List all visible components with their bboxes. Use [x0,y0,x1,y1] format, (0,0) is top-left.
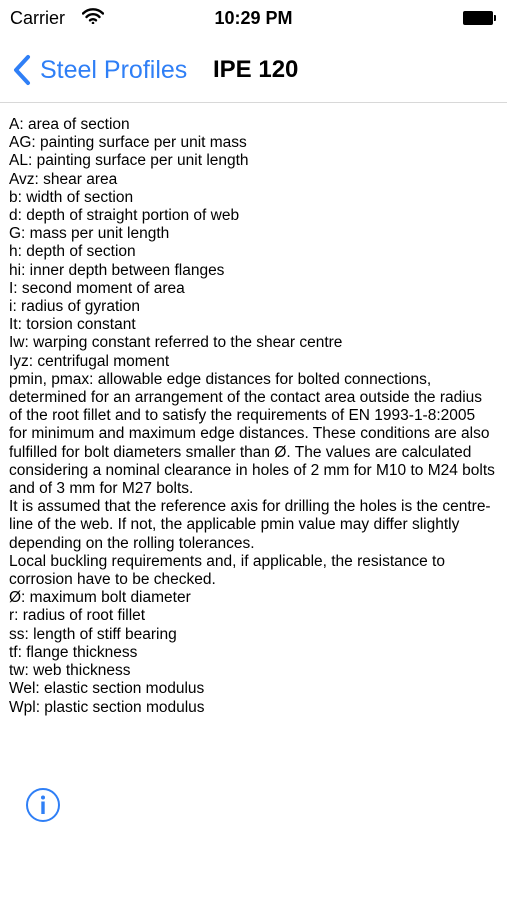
legend-line: Avz: shear area [9,170,118,188]
legend-text [9,116,501,717]
legend-line: b: width of section [9,188,134,206]
battery-icon [463,11,495,25]
legend-line: corrosion have to be checked. [9,571,216,589]
legend-line: A: area of section [9,116,130,133]
legend-line: depending on the rolling tolerances. [9,534,255,552]
legend-line: of the root fillet and to satisfy the requirements of EN 1993-1-8:2005 [9,407,476,425]
legend-line: It is assumed that the reference axis for drilling the holes is the centre- [9,498,491,516]
legend-line: I: second moment of area [9,279,185,297]
legend-line: determined for an arrangement of the contact area outside the radius [9,389,483,407]
clock: 10:29 PM [214,8,293,28]
legend-line: for minimum and maximum edge distances. These conditions are also [9,425,490,443]
legend-line: tf: flange thickness [9,643,138,661]
legend-line: pmin, pmax: allowable edge distances for bolted connections, [9,370,432,388]
legend-line: tw: web thickness [9,662,131,680]
legend-line: considering a nominal clearance in holes of 2 mm for M10 to M24 bolts [9,461,495,479]
legend-line: and of 3 mm for M27 bolts. [9,480,194,498]
page-title: IPE 120 [213,56,299,83]
legend-line: It: torsion constant [9,316,136,334]
legend-line: Local buckling requirements and, if applicable, the resistance to [9,552,445,570]
legend-line: line of the web. If not, the applicable pmin value may differ slightly [9,516,460,534]
legend-line: hi: inner depth between flanges [9,261,225,279]
legend-line: fulfilled for bolt diameters smaller than Ø. The values are calculated [9,443,472,461]
legend-line: r: radius of root fillet [9,607,146,625]
legend-line: G: mass per unit length [9,225,170,243]
legend-line: Iw: warping constant referred to the shear centre [9,334,343,352]
chevron-left-icon [12,54,32,86]
back-button[interactable] [12,52,187,88]
legend-line: Ø: maximum bolt diameter [9,589,191,607]
legend-line: AG: painting surface per unit mass [9,134,247,152]
legend-line: i: radius of gyration [9,298,140,316]
back-button-label: Steel Profiles [40,55,188,84]
legend-line: ss: length of stiff bearing [9,625,177,643]
navigation-bar [0,40,507,103]
info-circle-icon[interactable] [25,787,61,823]
carrier-label: Carrier [10,8,66,28]
legend-line: Wpl: plastic section modulus [9,698,205,716]
legend-line: d: depth of straight portion of web [9,207,240,225]
legend-line: Wel: elastic section modulus [9,680,205,698]
legend-line: h: depth of section [9,243,136,261]
status-bar [0,0,507,36]
legend-line: Iyz: centrifugal moment [9,352,170,370]
legend-line: AL: painting surface per unit length [9,152,249,170]
